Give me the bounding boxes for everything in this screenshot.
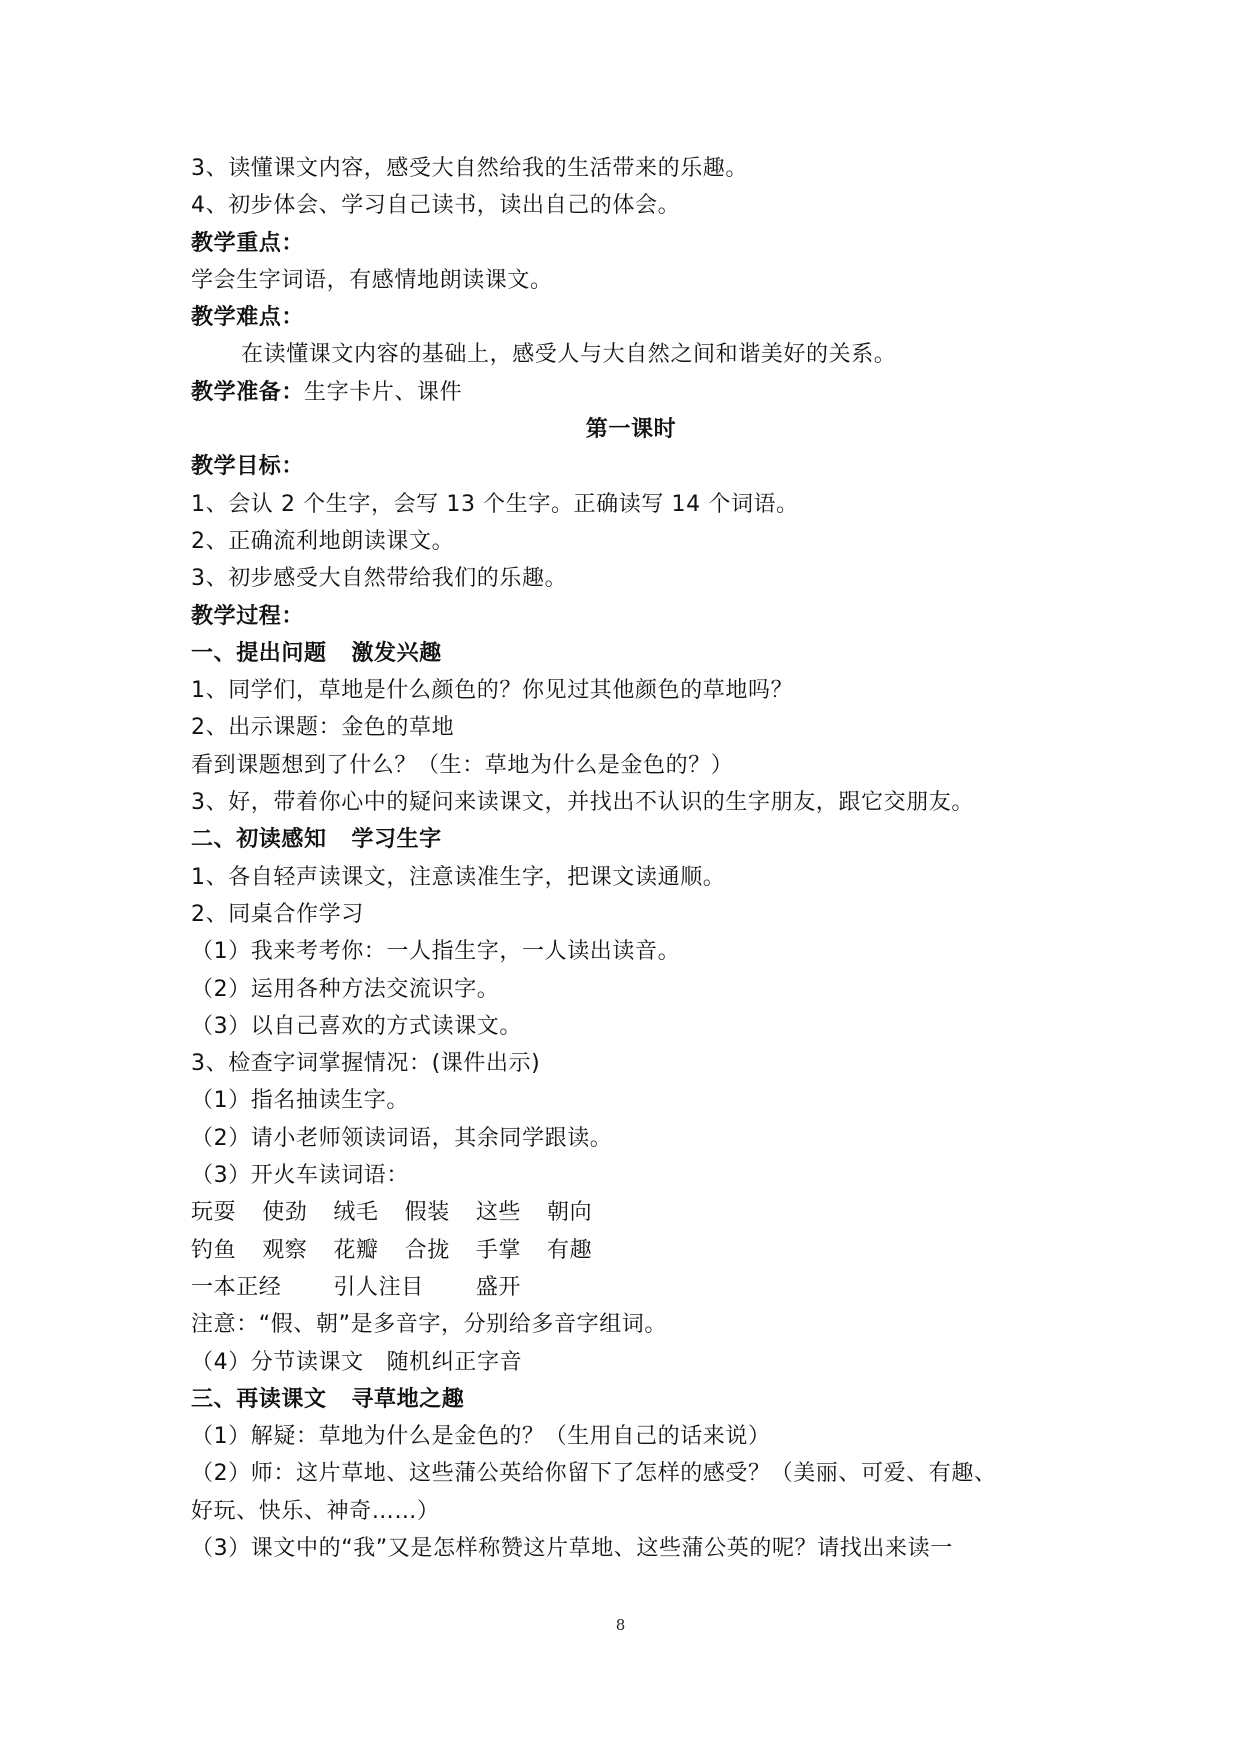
text-line: 1、会认 2 个生字，会写 13 个生字。正确读写 14 个词语。	[191, 491, 799, 517]
text-line: 3、检查字词掌握情况：(课件出示)	[191, 1051, 541, 1077]
vocab-word: 手掌	[475, 1237, 522, 1263]
text-line: （1）我来考考你：一人指生字，一人读出读音。	[191, 939, 681, 965]
vocab-word: 观察	[262, 1237, 308, 1263]
document-page	[191, 150, 1071, 1567]
text-line: 3、读懂课文内容，感受大自然给我的生活带来的乐趣。	[191, 156, 748, 181]
text-line: 在读懂课文内容的基础上，感受人与大自然之间和谐美好的关系。	[241, 342, 897, 368]
text-line: （1）解疑：草地为什么是金色的？（生用自己的话来说）	[191, 1424, 771, 1450]
word-row	[191, 1269, 1071, 1306]
vocab-word: 钓鱼	[191, 1237, 237, 1263]
text-line: 2、同桌合作学习	[191, 901, 364, 927]
vocab-word: 盛开	[475, 1274, 522, 1300]
text-line: 好玩、快乐、神奇……）	[191, 1498, 440, 1524]
vocab-word: 引人注目	[333, 1274, 424, 1300]
text-line: 看到课题想到了什么？（生：草地为什么是金色的？）	[191, 752, 734, 778]
section-heading: 三、再读课文 寻草地之趣	[191, 1386, 465, 1412]
text-line: （2）师：这片草地、这些蒲公英给你留下了怎样的感受？（美丽、可爱、有趣、	[191, 1461, 997, 1487]
preparation-text: 生字卡片、课件	[304, 379, 463, 405]
text-line: （3）开火车读词语：	[191, 1163, 409, 1189]
word-row	[191, 1232, 1071, 1269]
vocab-word: 花瓣	[333, 1237, 379, 1263]
text-line: 3、好，带着你心中的疑问来读课文，并找出不认识的生字朋友，跟它交朋友。	[191, 790, 974, 816]
section-heading: 教学难点：	[191, 305, 305, 331]
lesson-title: 第一课时	[585, 417, 677, 443]
vocab-word: 假装	[404, 1200, 450, 1226]
text-line: 2、出示课题：金色的草地	[191, 715, 455, 741]
text-line: （4）分节读课文 随机纠正字音	[191, 1349, 523, 1375]
text-line: （3）课文中的“我”又是怎样称赞这片草地、这些蒲公英的呢？请找出来读一	[191, 1535, 953, 1561]
section-heading: 二、初读感知 学习生字	[191, 827, 442, 853]
vocab-word: 朝向	[547, 1200, 593, 1226]
vocab-word: 使劲	[262, 1200, 308, 1226]
text-line: 学会生字词语，有感情地朗读课文。	[191, 267, 553, 293]
text-line: （2）运用各种方法交流识字。	[191, 976, 500, 1002]
page-number: 8	[615, 1616, 626, 1634]
section-heading: 一、提出问题 激发兴趣	[191, 640, 442, 666]
text-line: 注意：“假、朝”是多音字，分别给多音字组词。	[191, 1312, 667, 1338]
vocab-word: 合拢	[404, 1237, 450, 1263]
section-heading: 教学准备：	[191, 379, 305, 405]
text-line: （1）指名抽读生字。	[191, 1088, 409, 1114]
text-line: 1、各自轻声读课文，注意读准生字，把课文读通顺。	[191, 864, 726, 890]
text-line: 1、同学们，草地是什么颜色的？你见过其他颜色的草地吗？	[191, 678, 794, 704]
section-heading: 教学重点：	[191, 230, 305, 256]
section-heading: 教学目标：	[191, 454, 305, 480]
vocab-word: 有趣	[547, 1237, 593, 1263]
text-line: （2）请小老师领读词语，其余同学跟读。	[191, 1125, 613, 1151]
word-row	[191, 1194, 1071, 1231]
text-line: 4、初步体会、学习自己读书，读出自己的体会。	[191, 193, 681, 219]
text-line: 3、初步感受大自然带给我们的乐趣。	[191, 566, 568, 592]
vocab-word: 一本正经	[191, 1274, 282, 1300]
text-line: 2、正确流利地朗读课文。	[191, 528, 455, 554]
text-line: （3）以自己喜欢的方式读课文。	[191, 1013, 522, 1039]
vocab-word: 绒毛	[333, 1200, 379, 1226]
vocab-word: 这些	[475, 1200, 522, 1226]
text-line	[191, 374, 1071, 411]
section-heading: 教学过程：	[191, 603, 305, 629]
vocab-word: 玩耍	[191, 1200, 237, 1226]
